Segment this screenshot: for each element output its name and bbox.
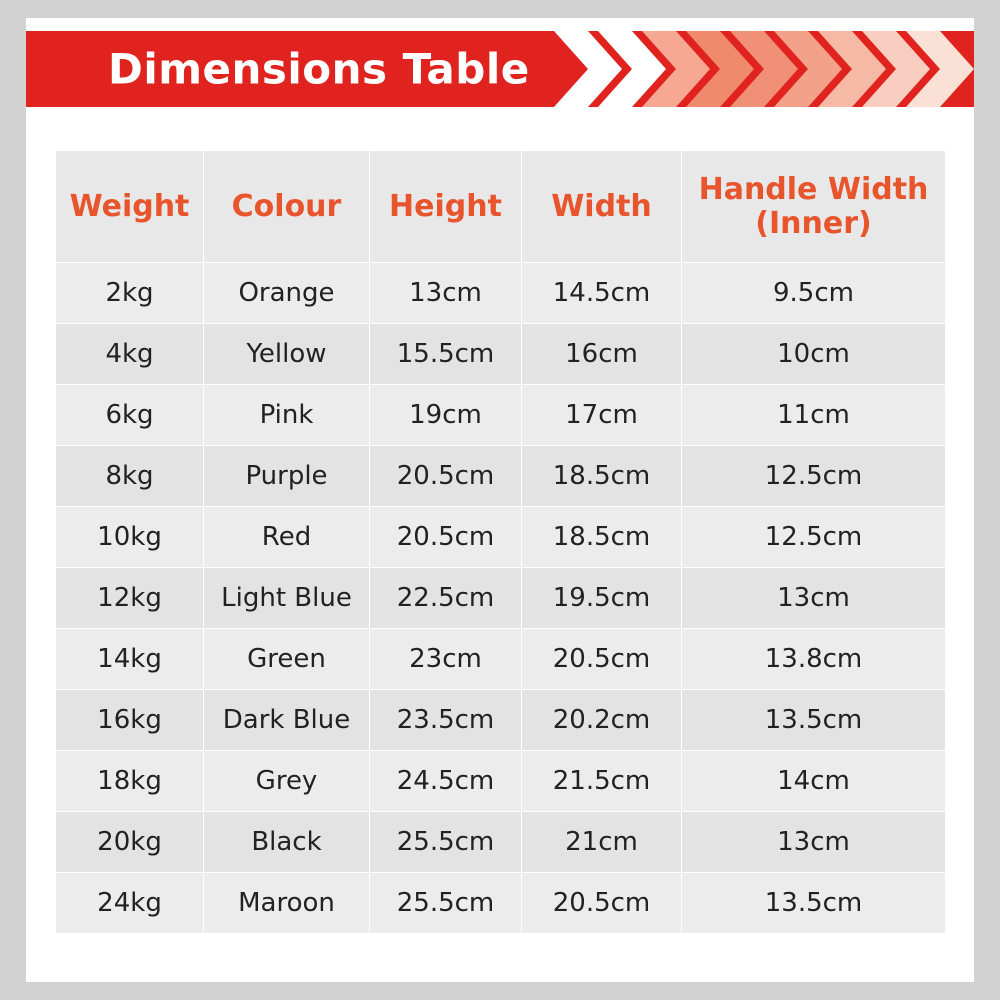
cell-weight: 18kg — [56, 751, 204, 812]
table-row — [56, 690, 946, 751]
cell-weight: 6kg — [56, 385, 204, 446]
cell-handle-width: 12.5cm — [682, 446, 946, 507]
cell-weight: 20kg — [56, 812, 204, 873]
cell-handle-width: 12.5cm — [682, 507, 946, 568]
table-row — [56, 263, 946, 324]
cell-colour: Red — [204, 507, 370, 568]
cell-weight: 24kg — [56, 873, 204, 934]
cell-height: 19cm — [370, 385, 522, 446]
cell-height: 20.5cm — [370, 507, 522, 568]
column-header-handle-width: Handle Width (Inner) — [682, 151, 946, 263]
dimensions-table — [55, 150, 946, 934]
cell-handle-width: 13cm — [682, 812, 946, 873]
cell-handle-width: 13.5cm — [682, 873, 946, 934]
cell-colour: Dark Blue — [204, 690, 370, 751]
cell-colour: Maroon — [204, 873, 370, 934]
cell-width: 18.5cm — [522, 446, 682, 507]
dimensions-table-container — [55, 150, 945, 934]
cell-handle-width: 11cm — [682, 385, 946, 446]
cell-weight: 16kg — [56, 690, 204, 751]
cell-width: 20.5cm — [522, 629, 682, 690]
cell-width: 21cm — [522, 812, 682, 873]
cell-height: 13cm — [370, 263, 522, 324]
column-header-colour: Colour — [204, 151, 370, 263]
cell-weight: 2kg — [56, 263, 204, 324]
cell-width: 21.5cm — [522, 751, 682, 812]
cell-width: 19.5cm — [522, 568, 682, 629]
cell-handle-width: 13cm — [682, 568, 946, 629]
cell-width: 17cm — [522, 385, 682, 446]
cell-width: 18.5cm — [522, 507, 682, 568]
cell-height: 25.5cm — [370, 812, 522, 873]
cell-handle-width: 13.5cm — [682, 690, 946, 751]
cell-colour: Grey — [204, 751, 370, 812]
table-row — [56, 324, 946, 385]
table-body — [56, 263, 946, 934]
table-row — [56, 385, 946, 446]
cell-handle-width: 13.8cm — [682, 629, 946, 690]
table-row — [56, 446, 946, 507]
cell-width: 14.5cm — [522, 263, 682, 324]
cell-height: 24.5cm — [370, 751, 522, 812]
cell-colour: Pink — [204, 385, 370, 446]
cell-height: 23cm — [370, 629, 522, 690]
cell-handle-width: 14cm — [682, 751, 946, 812]
column-header-width: Width — [522, 151, 682, 263]
cell-handle-width: 10cm — [682, 324, 946, 385]
cell-height: 22.5cm — [370, 568, 522, 629]
cell-weight: 4kg — [56, 324, 204, 385]
column-header-weight: Weight — [56, 151, 204, 263]
cell-weight: 14kg — [56, 629, 204, 690]
cell-weight: 8kg — [56, 446, 204, 507]
table-row — [56, 873, 946, 934]
cell-height: 23.5cm — [370, 690, 522, 751]
table-row — [56, 812, 946, 873]
header-banner — [26, 31, 974, 107]
cell-colour: Orange — [204, 263, 370, 324]
cell-width: 16cm — [522, 324, 682, 385]
cell-weight: 12kg — [56, 568, 204, 629]
table-row — [56, 629, 946, 690]
cell-height: 15.5cm — [370, 324, 522, 385]
cell-colour: Light Blue — [204, 568, 370, 629]
table-row — [56, 507, 946, 568]
cell-width: 20.5cm — [522, 873, 682, 934]
cell-width: 20.2cm — [522, 690, 682, 751]
cell-weight: 10kg — [56, 507, 204, 568]
table-header — [56, 151, 946, 263]
column-header-height: Height — [370, 151, 522, 263]
page-title: Dimensions Table — [108, 44, 530, 94]
chevron-decoration — [554, 31, 974, 107]
table-row — [56, 751, 946, 812]
table-row — [56, 568, 946, 629]
cell-handle-width: 9.5cm — [682, 263, 946, 324]
cell-colour: Purple — [204, 446, 370, 507]
cell-height: 20.5cm — [370, 446, 522, 507]
cell-height: 25.5cm — [370, 873, 522, 934]
cell-colour: Yellow — [204, 324, 370, 385]
cell-colour: Black — [204, 812, 370, 873]
table-header-row — [56, 151, 946, 263]
cell-colour: Green — [204, 629, 370, 690]
